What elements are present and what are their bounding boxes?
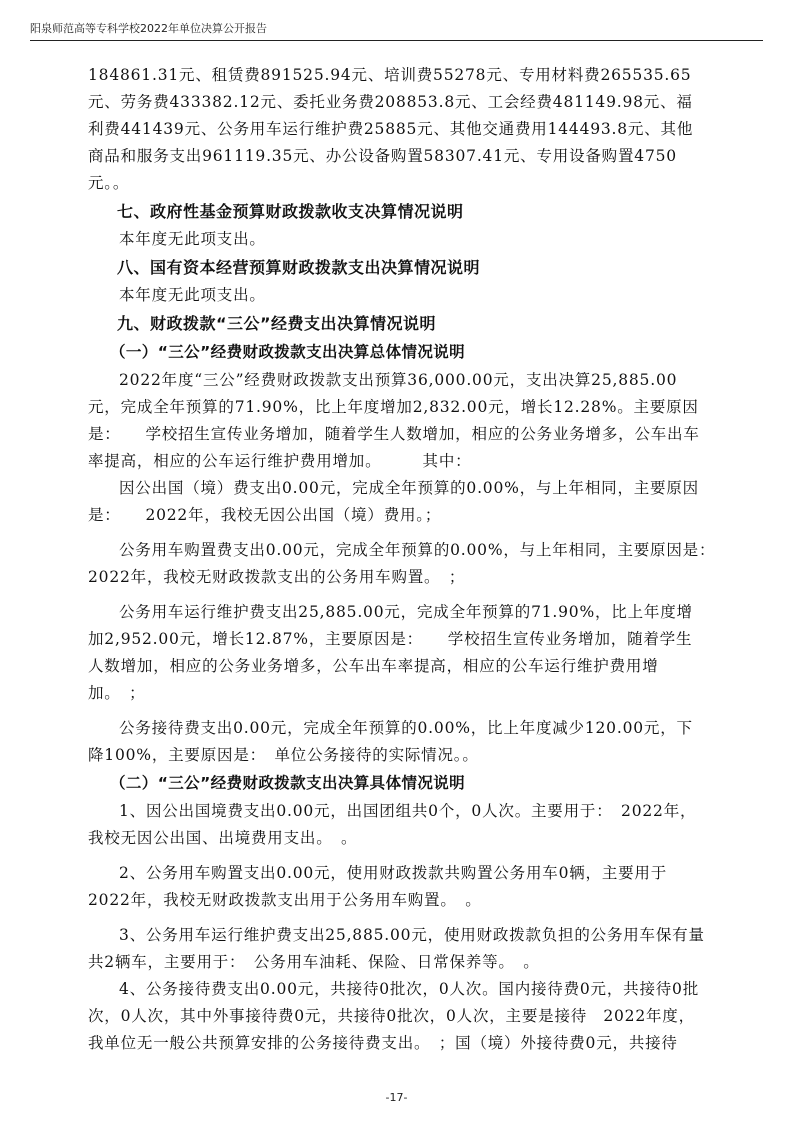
body-paragraph: 公务用车购置费支出0.00元，完成全年预算的0.00%，与上年相同，主要原因是： 2022年，我校无财政拨款支出的公务用车购置。 ； <box>88 541 724 586</box>
page-footer <box>0 1091 793 1104</box>
document-body <box>88 62 724 1057</box>
body-paragraph: 本年度无此项支出。 <box>119 230 266 248</box>
body-paragraph: 因公出国（境）费支出0.00元，完成全年预算的0.00%，与上年相同，主要原因是： 2022年，我校无因公出国（境）费用。； <box>88 479 699 524</box>
body-paragraph: 公务接待费支出0.00元，完成全年预算的0.00%，比上年度减少120.00元，下降100%，主要原因是： 单位公务接待的实际情况。。 <box>88 719 693 764</box>
body-paragraph: 1、因公出国境费支出0.00元，出国团组共0个，0人次。主要用于： 2022年，我校无因公出国、出境费用支出。 。 <box>88 802 697 847</box>
section-heading: 九、财政拨款“三公”经费支出决算情况说明 <box>117 314 437 333</box>
body-paragraph: 2、公务用车购置支出0.00元，使用财政拨款共购置公务用车0辆，主要用于 2022年，我校无财政拨款支出用于公务用车购置。 。 <box>88 864 684 909</box>
subsection-heading: （一）“三公”经费财政拨款支出决算总体情况说明 <box>110 343 466 361</box>
header-divider <box>30 40 763 41</box>
body-paragraph: 4、公务接待费支出0.00元，共接待0批次，0人次。国内接待费0元，共接待0批次，0人次，其中外事接待费0元，共接待0批次，0人次，主要是接待 2022年度，我单位无一般公共预算安排的公务接待费支出。 ；国（境）外接待费0元，共接待 <box>88 980 700 1052</box>
body-paragraph: 184861.31元、租赁费891525.94元、培训费55278元、专用材料费265535.65元、劳务费433382.12元、委托业务费208853.8元、工会经费481149.98元、福利费441439元、公务用车运行维护费25885元、其他交通费用144493.8元、其他商品和服务支出961119.35元、办公设备购置58307.41元、专用设备购置4750元。。 <box>88 66 694 192</box>
header-title: 阳泉师范高等专科学校2022年单位决算公开报告 <box>30 22 267 35</box>
page-header <box>30 20 758 36</box>
body-paragraph: 2022年度“三公”经费财政拨款支出预算36,000.00元，支出决算25,885.00元，完成全年预算的71.90%，比上年度增加2,832.00元，增长12.28%。主要原因是： 学校招生宣传业务增加，随着学生人数增加，相应的公务业务增多，公车出车率提高，相应的公车运行维护费用增加。 其中： <box>88 371 700 470</box>
body-paragraph: 公务用车运行维护费支出25,885.00元，完成全年预算的71.90%，比上年度增加2,952.00元，增长12.87%，主要原因是： 学校招生宣传业务增加，随着学生人数增加，相应的公务业务增多，公车出车率提高，相应的公车运行维护费用增加。 ； <box>88 603 693 702</box>
subsection-heading: （二）“三公”经费财政拨款支出决算具体情况说明 <box>110 774 466 792</box>
body-paragraph: 3、公务用车运行维护费支出25,885.00元，使用财政拨款负担的公务用车保有量共2辆车，主要用于： 公务用车油耗、保险、日常保养等。 。 <box>88 926 705 971</box>
page-number: -17- <box>385 1091 408 1104</box>
body-paragraph: 本年度无此项支出。 <box>119 286 266 304</box>
section-heading: 七、政府性基金预算财政拨款收支决算情况说明 <box>117 202 464 221</box>
section-heading: 八、国有资本经营预算财政拨款支出决算情况说明 <box>117 258 481 277</box>
